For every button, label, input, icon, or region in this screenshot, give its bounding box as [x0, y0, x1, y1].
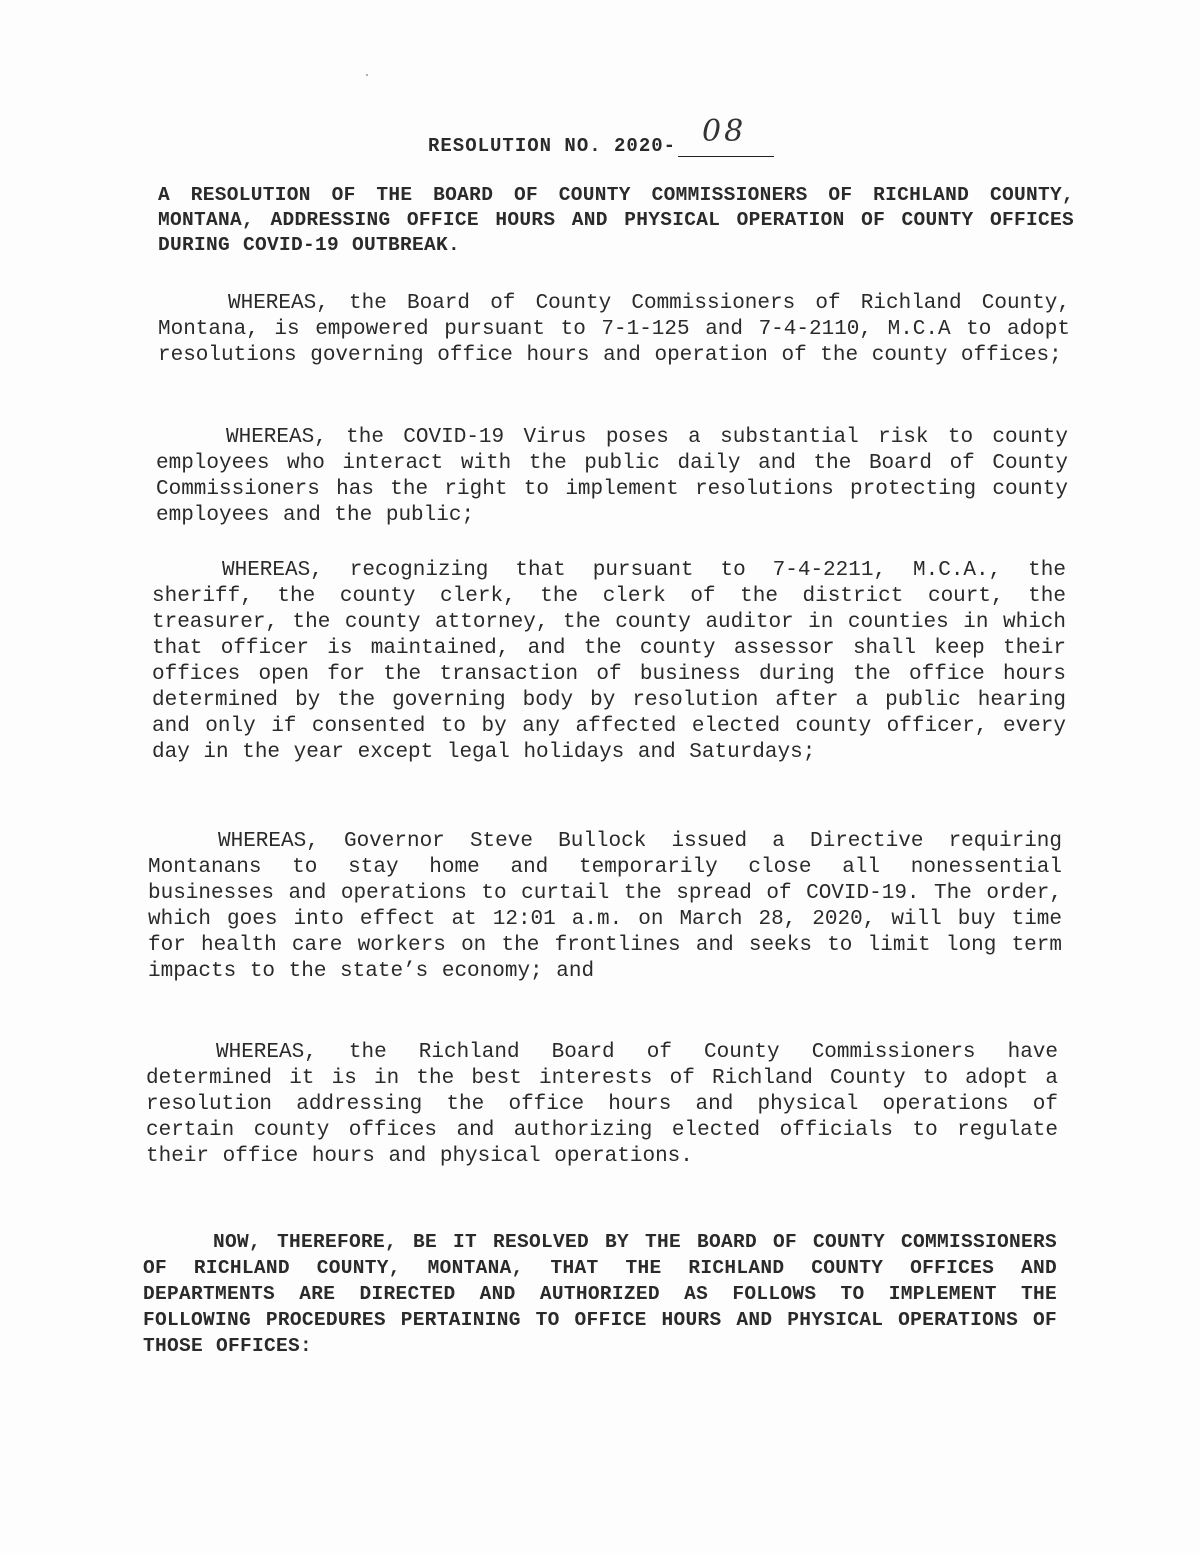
resolution-number-blank	[678, 114, 774, 157]
resolution-title-prefix: RESOLUTION NO. 2020-	[428, 135, 677, 157]
whereas-paragraph-3: WHEREAS, recognizing that pursuant to 7-4-2211, M.C.A., the sheriff, the county clerk, the clerk of the district court, the treasurer, the county attorney, the county auditor in counties in which that officer is maintained, and the county assessor shall keep their offices open for the transaction of business during the office hours determined by the governing body by resolution after a public hearing and only if consented to by any affected elected county officer, every day in the year except legal holidays and Saturdays;	[152, 559, 1066, 764]
resolution-title	[428, 114, 774, 157]
resolution-number-handwritten: 08	[702, 114, 747, 149]
resolution-heading: A RESOLUTION OF THE BOARD OF COUNTY COMMISSIONERS OF RICHLAND COUNTY, MONTANA, ADDRESSING OFFICE HOURS AND PHYSICAL OPERATION OF COUNTY OFFICES DURING COVID-19 OUTBREAK.	[158, 184, 1074, 256]
whereas-paragraph-1: WHEREAS, the Board of County Commissioners of Richland County, Montana, is empowered pursuant to 7-1-125 and 7-4-2110, M.C.A to adopt resolutions governing office hours and operation of the county offices;	[158, 292, 1070, 367]
resolved-clause: NOW, THEREFORE, BE IT RESOLVED BY THE BOARD OF COUNTY COMMISSIONERS OF RICHLAND COUNTY, MONTANA, THAT THE RICHLAND COUNTY OFFICES AND DEPARTMENTS ARE DIRECTED AND AUTHORIZED AS FOLLOWS TO IMPLEMENT THE FOLLOWING PROCEDURES PERTAINING TO OFFICE HOURS AND PHYSICAL OPERATIONS OF THOSE OFFICES:	[143, 1231, 1057, 1357]
whereas-paragraph-5: WHEREAS, the Richland Board of County Commissioners have determined it is in the best interests of Richland County to adopt a resolution addressing the office hours and physical operations of certain county offices and authorizing elected officials to regulate their office hours and physical operations.	[146, 1041, 1058, 1168]
whereas-paragraph-4: WHEREAS, Governor Steve Bullock issued a Directive requiring Montanans to stay home and temporarily close all nonessential businesses and operations to curtail the spread of COVID-19. The order, which goes into effect at 12:01 a.m. on March 28, 2020, will buy time for health care workers on the frontlines and seeks to limit long term impacts to the state’s economy; and	[148, 830, 1062, 983]
whereas-paragraph-2: WHEREAS, the COVID-19 Virus poses a substantial risk to county employees who interact with the public daily and the Board of County Commissioners has the right to implement resolutions protecting county employees and the public;	[156, 426, 1068, 527]
scan-speck	[366, 74, 368, 76]
